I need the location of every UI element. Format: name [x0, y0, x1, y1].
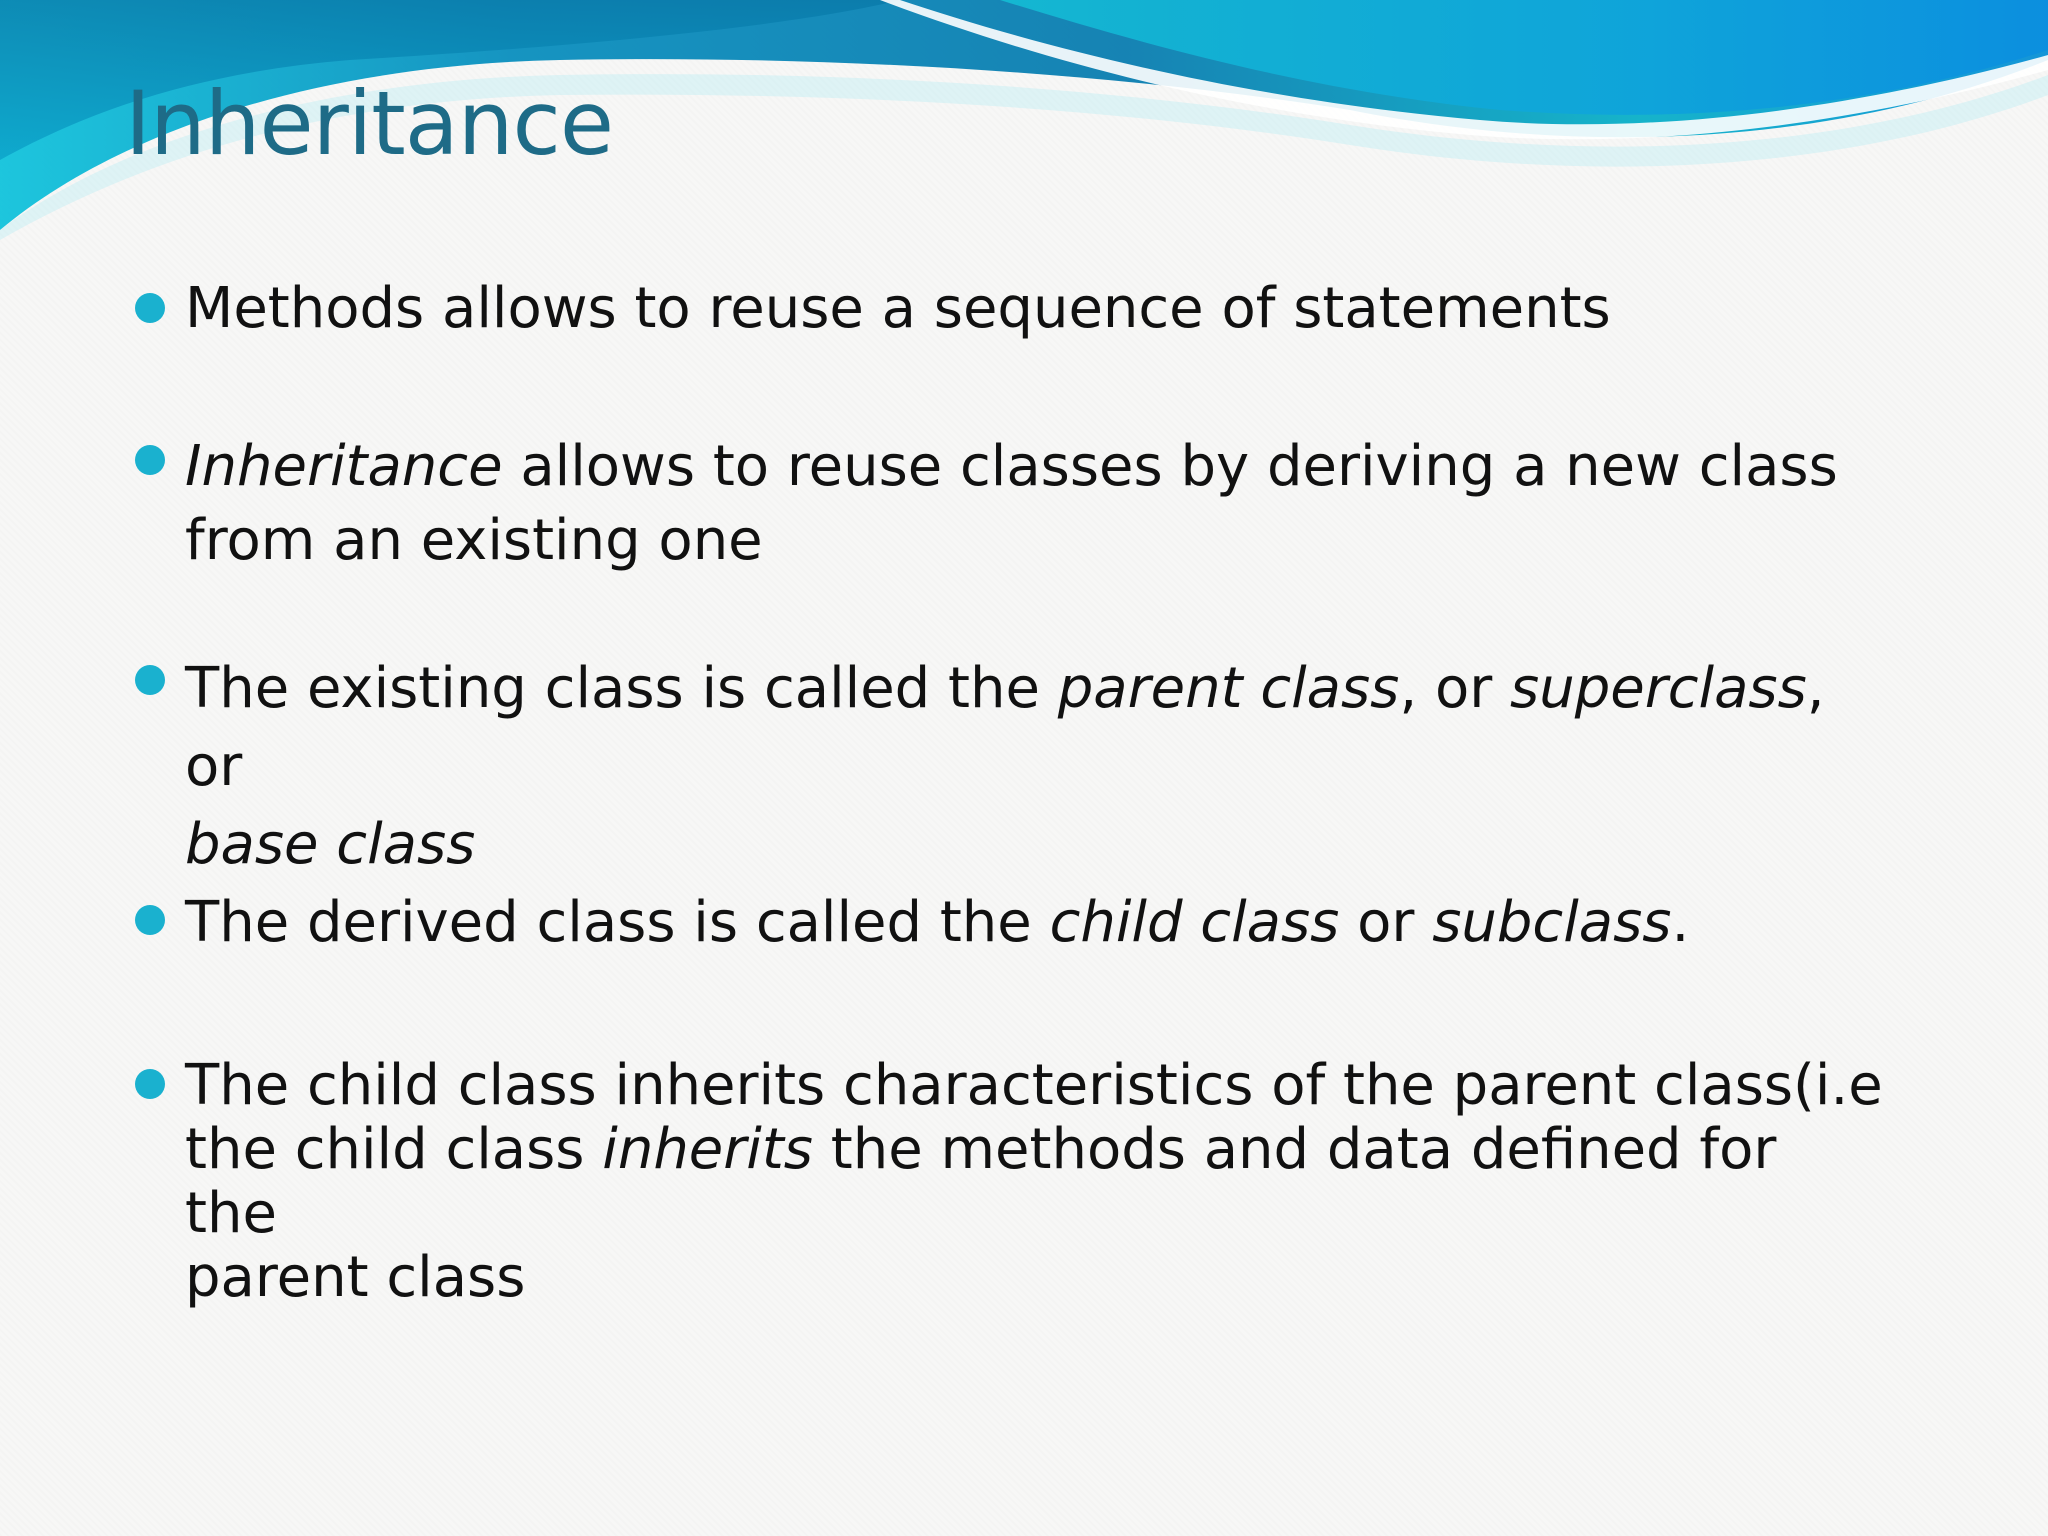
term-child-class: child class — [1049, 890, 1340, 955]
bullet-text — [185, 890, 1885, 956]
bullet-text-part: allows to reuse classes by deriving a new class — [502, 434, 1838, 499]
bullet-text-part: parent class — [185, 1245, 526, 1310]
bullet-text-part: The child class inherits characteristics of the parent class(i.e — [185, 1053, 1883, 1118]
bullet-text-part: the child class — [185, 1117, 603, 1182]
bullet-item — [185, 650, 1885, 884]
bullet-text-part: from an existing one — [185, 508, 763, 573]
term-superclass: superclass — [1510, 656, 1807, 721]
bullet-text — [185, 1054, 1885, 1310]
bullet-text-part: , or — [1399, 656, 1511, 721]
bullet-text — [185, 650, 1885, 884]
bullet-dot-icon — [135, 1069, 165, 1099]
bullet-text-part: . — [1671, 890, 1690, 955]
bullet-text — [185, 430, 1885, 578]
bullet-dot-icon — [135, 445, 165, 475]
bullet-item — [185, 278, 1885, 340]
bullet-item — [185, 890, 1885, 956]
bullet-text-part: The existing class is called the — [185, 656, 1058, 721]
bullet-text-part: The derived class is called the — [185, 890, 1050, 955]
bullet-text-part: or — [1339, 890, 1433, 955]
bullet-text-part: the methods and data defined for the — [185, 1117, 1777, 1246]
bullet-text-part: , or — [185, 656, 1825, 799]
bullet-text: Methods allows to reuse a sequence of statements — [185, 276, 1611, 341]
term-inheritance: Inheritance — [185, 434, 503, 499]
term-inherits: inherits — [602, 1117, 813, 1182]
term-base-class: base class — [185, 812, 476, 877]
term-parent-class: parent class — [1057, 656, 1400, 721]
bullet-dot-icon — [135, 905, 165, 935]
bullet-item — [185, 1054, 1885, 1310]
slide-title: Inheritance — [125, 72, 613, 175]
bullet-dot-icon — [135, 293, 165, 323]
term-subclass: subclass — [1432, 890, 1672, 955]
bullet-item — [185, 430, 1885, 578]
bullet-dot-icon — [135, 665, 165, 695]
